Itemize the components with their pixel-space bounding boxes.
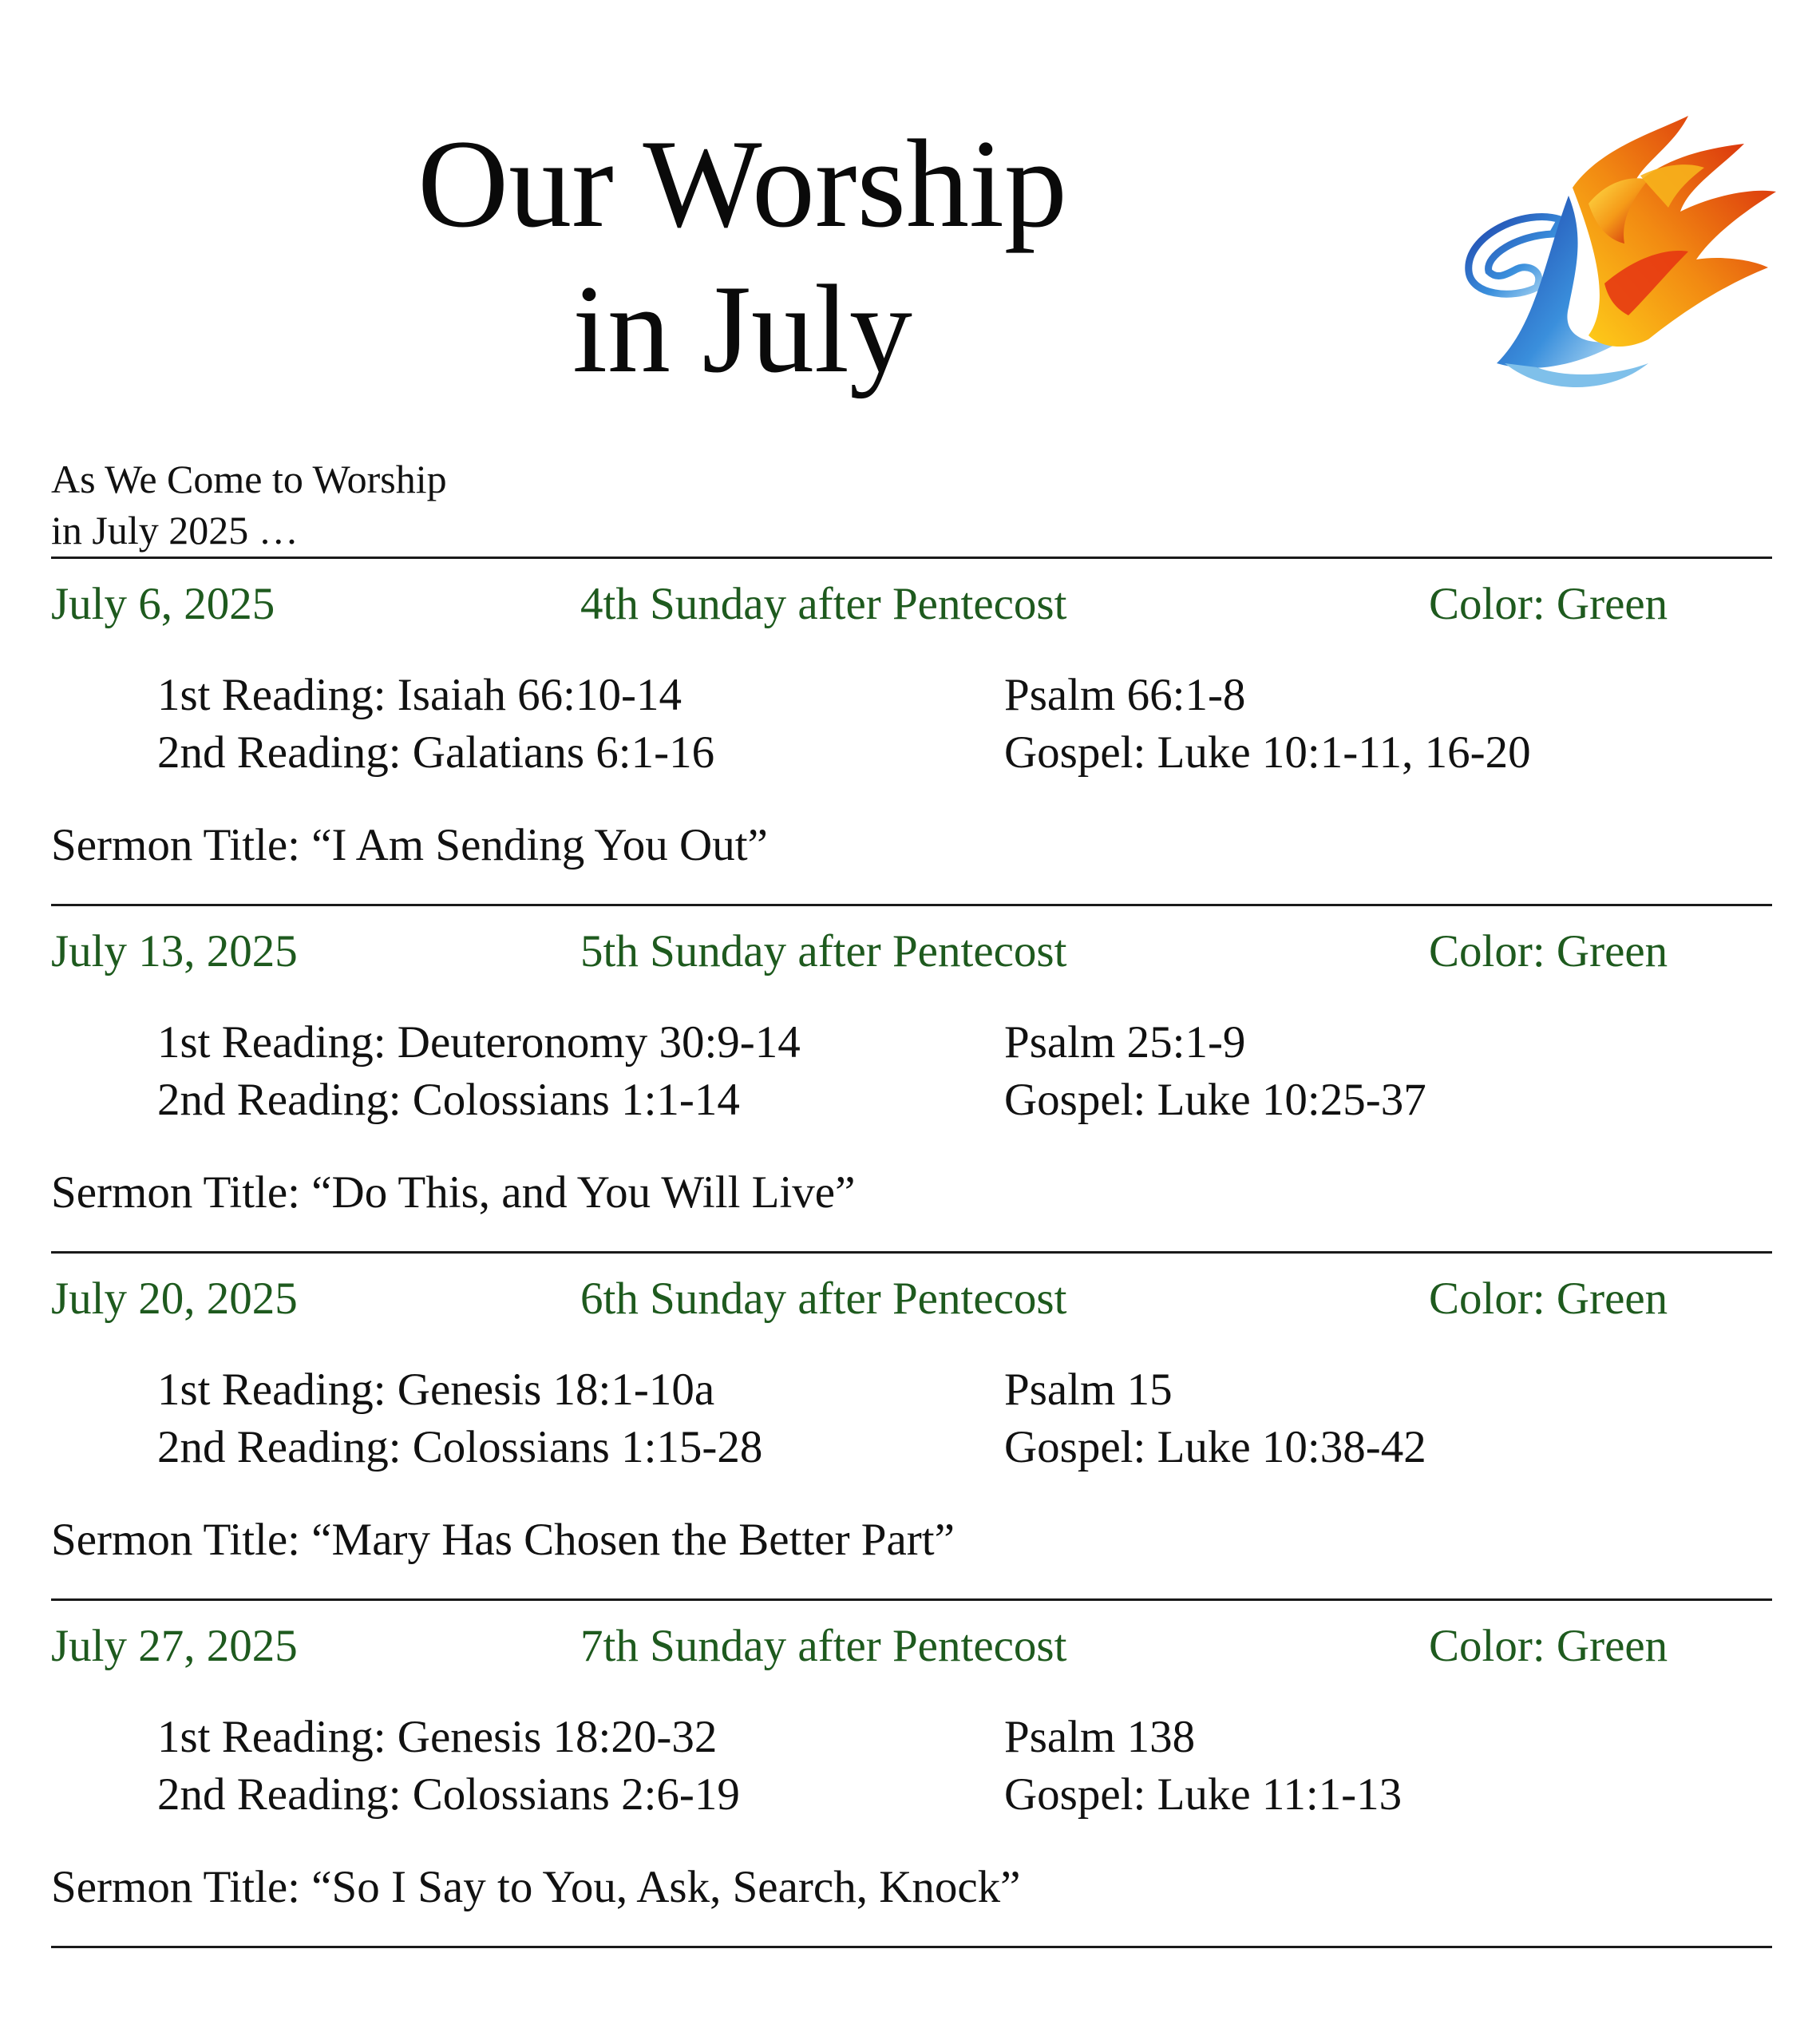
sunday-section [0,557,1816,904]
first-reading: 1st Reading: Genesis 18:20-32 [157,1712,718,1762]
sunday-date: July 20, 2025 [51,1274,298,1324]
gospel-reading: Gospel: Luke 10:25-37 [1004,1075,1426,1125]
section-divider [51,557,1772,559]
sermon-title: Sermon Title: “I Am Sending You Out” [51,820,768,870]
gospel-reading: Gospel: Luke 11:1-13 [1004,1769,1403,1820]
section-divider-bottom [51,1946,1772,1948]
liturgical-day: 6th Sunday after Pentecost [580,1274,1067,1324]
sunday-date: July 13, 2025 [51,926,298,976]
psalm-reading: Psalm 15 [1004,1365,1173,1415]
page-title-line-1: Our Worship [417,114,1067,254]
section-divider [51,904,1772,906]
second-reading: 2nd Reading: Galatians 6:1-16 [157,727,715,778]
liturgical-day: 7th Sunday after Pentecost [580,1621,1067,1671]
section-divider [51,1251,1772,1254]
liturgical-day: 4th Sunday after Pentecost [580,579,1067,629]
sunday-date: July 6, 2025 [51,579,275,629]
liturgical-color: Color: Green [1429,1274,1668,1324]
second-reading: 2nd Reading: Colossians 1:15-28 [157,1422,763,1472]
gospel-reading: Gospel: Luke 10:38-42 [1004,1422,1426,1472]
page-title [271,112,1213,402]
psalm-reading: Psalm 25:1-9 [1004,1017,1246,1068]
psalm-reading: Psalm 66:1-8 [1004,670,1246,720]
sunday-section [0,904,1816,1251]
liturgical-color: Color: Green [1429,579,1668,629]
psalm-reading: Psalm 138 [1004,1712,1196,1762]
sunday-date: July 27, 2025 [51,1621,298,1671]
liturgical-color: Color: Green [1429,1621,1668,1671]
holy-spirit-dove-flame-icon [1449,100,1784,407]
intro-line-2: in July 2025 … [51,508,299,553]
section-divider [51,1598,1772,1601]
second-reading: 2nd Reading: Colossians 2:6-19 [157,1769,740,1820]
liturgical-color: Color: Green [1429,926,1668,976]
sermon-title: Sermon Title: “So I Say to You, Ask, Search, Knock” [51,1862,1021,1912]
second-reading: 2nd Reading: Colossians 1:1-14 [157,1075,740,1125]
intro-line-1: As We Come to Worship [51,457,447,501]
intro-text [51,454,447,556]
liturgical-day: 5th Sunday after Pentecost [580,926,1067,976]
sermon-title: Sermon Title: “Mary Has Chosen the Better Part” [51,1515,955,1565]
sunday-section [0,1598,1816,1946]
sunday-section [0,1251,1816,1598]
page-title-line-2: in July [572,259,912,399]
first-reading: 1st Reading: Genesis 18:1-10a [157,1365,715,1415]
gospel-reading: Gospel: Luke 10:1-11, 16-20 [1004,727,1531,778]
first-reading: 1st Reading: Isaiah 66:10-14 [157,670,682,720]
first-reading: 1st Reading: Deuteronomy 30:9-14 [157,1017,801,1068]
sermon-title: Sermon Title: “Do This, and You Will Live” [51,1167,856,1218]
